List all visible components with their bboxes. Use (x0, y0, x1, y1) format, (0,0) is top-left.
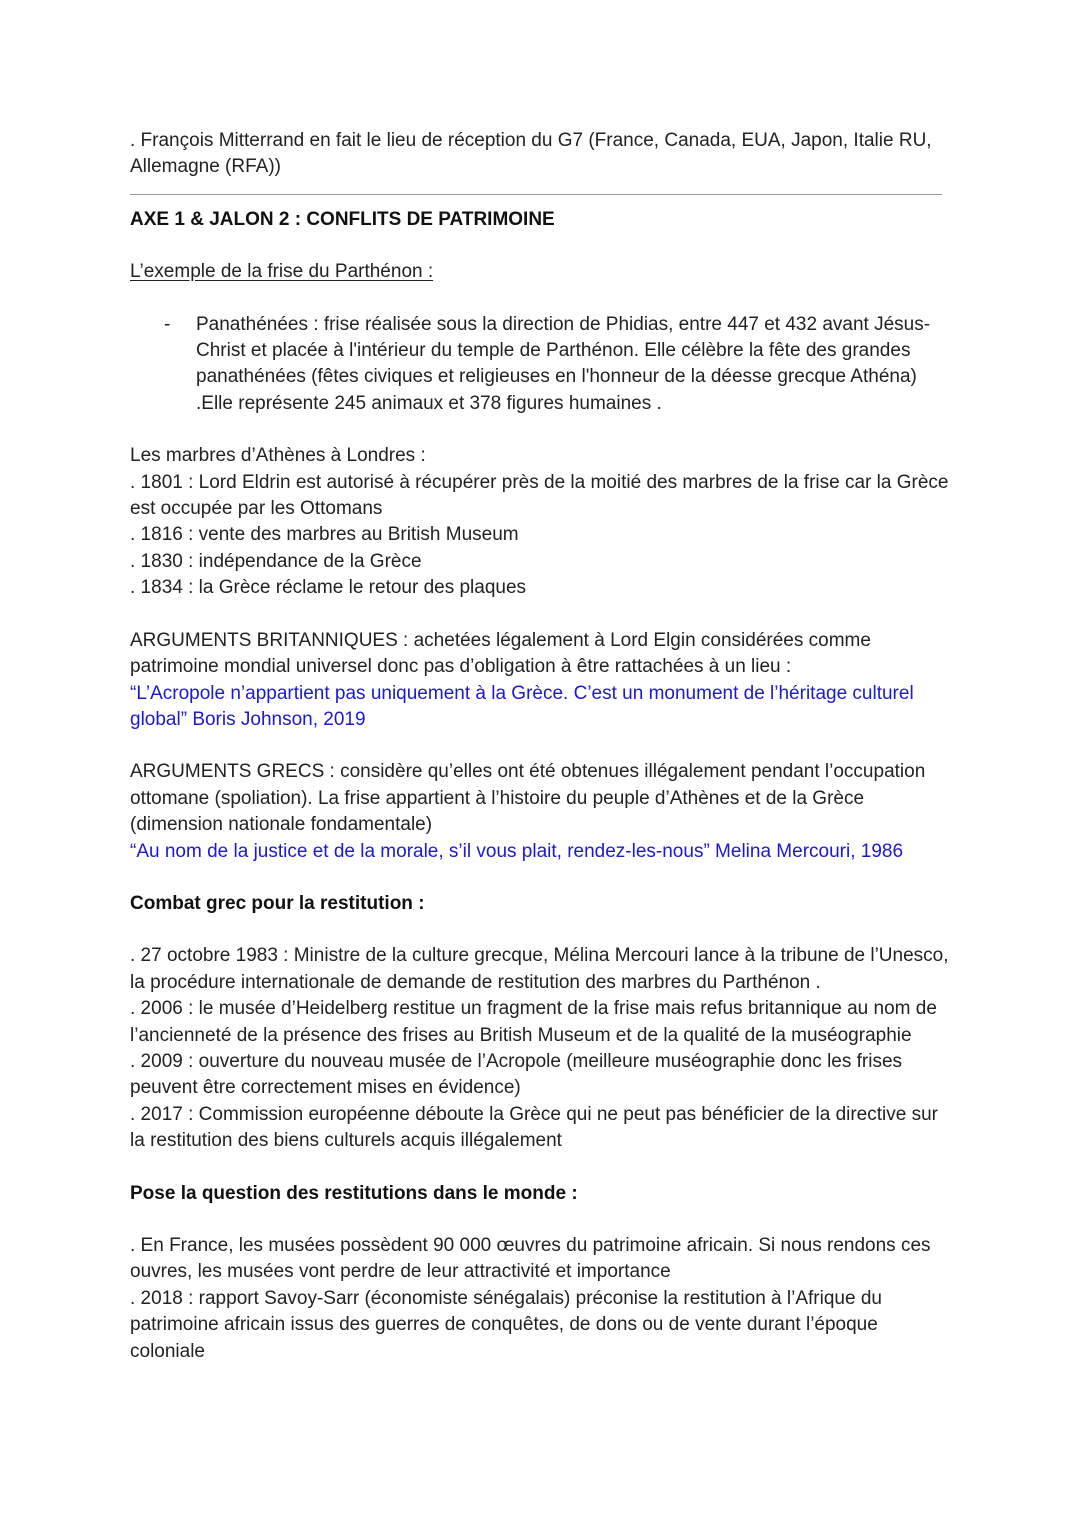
list-item: . 1801 : Lord Eldrin est autorisé à récupérer près de la moitié des marbres de la frise car la Grèce est occupée par les Ottomans (130, 471, 949, 520)
list-item: . 2018 : rapport Savoy-Sarr (économiste sénégalais) préconise la restitution à l’Afrique du patrimoine africain issus des guerres de conquêtes, de dons ou de vente durant l’époque coloniale (130, 1287, 882, 1362)
british-quote: “L’Acropole n’appartient pas uniquement à la Grèce. C’est un monument de l’héritage culturel global” Boris Johnson, 2019 (130, 682, 914, 730)
bullet-dash-icon: - (164, 313, 171, 335)
parthenon-heading: L’exemple de la frise du Parthénon : (130, 261, 434, 283)
document-page (130, 128, 950, 1365)
list-item: . 1816 : vente des marbres au British Museum (130, 524, 519, 546)
greek-arguments: ARGUMENTS GRECS : considère qu’elles ont été obtenues illégalement pendant l’occupation ottomane (spoliation). La frise appartient à l’histoire du peuple d’Athènes et de la Grèce (dimension nationale fondamentale) (130, 761, 926, 836)
list-item: . En France, les musées possèdent 90 000 œuvres du patrimoine africain. Si nous rendons ces ouvres, les musées vont perdre de leur attractivité et importance (130, 1235, 931, 1283)
world-heading: Pose la question des restitutions dans le monde : (130, 1182, 578, 1204)
list-item: . 2006 : le musée d’Heidelberg restitue un fragment de la frise mais refus britannique au nom de l’ancienneté de la présence des frises au British Museum et de la qualité de la muséographie (130, 998, 937, 1046)
parthenon-bullet (130, 312, 950, 418)
parthenon-bullet-text: Panathénées : frise réalisée sous la direction de Phidias, entre 447 et 432 avant Jésus-Christ et placée à l'intérieur du temple de Parthénon. Elle célèbre la fête des grandes panathénées (fêtes civiques et religieuses en l'honneur de la déesse grecque Athéna) .Elle représente 245 animaux et 378 figures humaines . (196, 313, 931, 414)
intro-paragraph: . François Mitterrand en fait le lieu de réception du G7 (France, Canada, EUA, Japon, Italie RU, Allemagne (RFA)) (130, 130, 932, 178)
horizontal-divider (130, 194, 942, 195)
list-item: . 1834 : la Grèce réclame le retour des plaques (130, 577, 527, 599)
list-item: . 2009 : ouverture du nouveau musée de l’Acropole (meilleure muséographie donc les frises peuvent être correctement mises en évidence) (130, 1050, 903, 1099)
list-item: . 2017 : Commission européenne déboute la Grèce qui ne peut pas bénéficier de la directive sur la restitution des biens culturels acquis illégalement (130, 1103, 938, 1152)
list-item: . 1830 : indépendance de la Grèce (130, 550, 422, 572)
list-item: . 27 octobre 1983 : Ministre de la culture grecque, Mélina Mercouri lance à la tribune de l’Unesco, la procédure internationale de demande de restitution des marbres du Parthénon . (130, 945, 949, 993)
marbles-heading: Les marbres d’Athènes à Londres : (130, 445, 426, 467)
section-title: AXE 1 & JALON 2 : CONFLITS DE PATRIMOINE (130, 208, 555, 230)
combat-heading: Combat grec pour la restitution : (130, 892, 425, 914)
british-arguments: ARGUMENTS BRITANNIQUES : achetées légalement à Lord Elgin considérées comme patrimoine mondial universel donc pas d’obligation à être rattachées à un lieu : (130, 629, 871, 678)
greek-quote: “Au nom de la justice et de la morale, s’il vous plait, rendez-les-nous” Melina Mercouri, 1986 (130, 840, 904, 862)
